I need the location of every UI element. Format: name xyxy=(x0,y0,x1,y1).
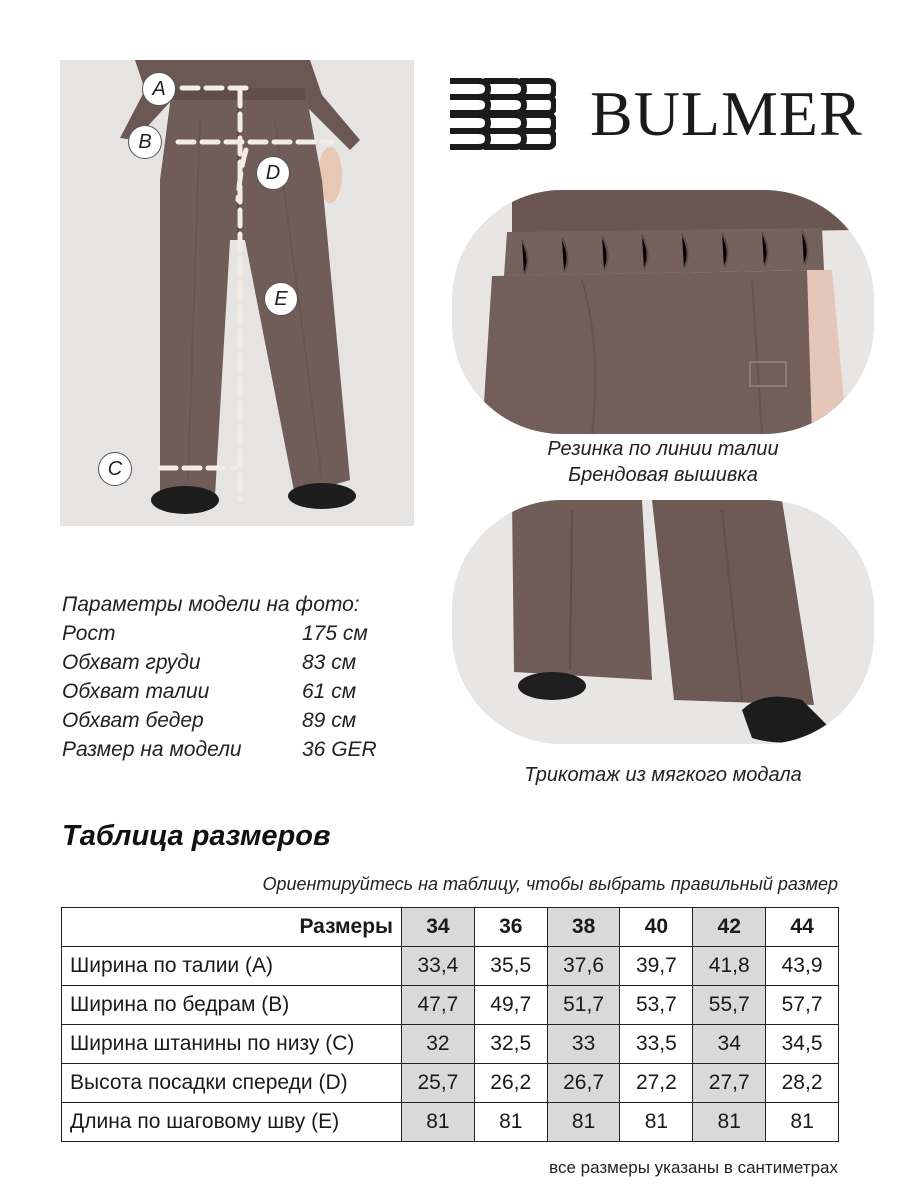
table-header-size: 40 xyxy=(620,908,693,947)
marker-a: A xyxy=(142,72,176,106)
param-row-size xyxy=(62,735,377,764)
table-cell: 43,9 xyxy=(766,947,839,986)
param-row-waist xyxy=(62,677,377,706)
table-cell: 26,2 xyxy=(474,1064,547,1103)
param-label: Обхват бедер xyxy=(62,709,204,732)
param-row-chest xyxy=(62,648,377,677)
detail-photo-fabric xyxy=(452,500,874,744)
table-cell: 41,8 xyxy=(693,947,766,986)
caption-line: Резинка по линии талии xyxy=(547,438,779,460)
table-cell: 81 xyxy=(402,1103,475,1142)
table-cell: 26,7 xyxy=(547,1064,620,1103)
table-header-size: 36 xyxy=(474,908,547,947)
table-cell: 34 xyxy=(693,1025,766,1064)
detail-photo-waistband xyxy=(452,190,874,434)
table-row-label: Длина по шаговому шву (Е) xyxy=(62,1103,402,1142)
model-photo xyxy=(60,60,414,526)
marker-d: D xyxy=(256,156,290,190)
marker-c: C xyxy=(98,452,132,486)
size-table xyxy=(61,907,839,1142)
table-cell: 81 xyxy=(693,1103,766,1142)
param-label: Размер на модели xyxy=(62,738,242,761)
table-row xyxy=(62,947,839,986)
table-row-label: Высота посадки спереди (D) xyxy=(62,1064,402,1103)
table-cell: 37,6 xyxy=(547,947,620,986)
table-cell: 57,7 xyxy=(766,986,839,1025)
model-parameters xyxy=(62,590,377,764)
table-row-label: Ширина штанины по низу (С) xyxy=(62,1025,402,1064)
table-cell: 32 xyxy=(402,1025,475,1064)
waistband-illustration xyxy=(452,190,874,434)
table-header-size: 44 xyxy=(766,908,839,947)
size-table-title: Таблица размеров xyxy=(62,820,331,852)
table-header-label: Размеры xyxy=(62,908,402,947)
table-row xyxy=(62,1025,839,1064)
table-header-size: 42 xyxy=(693,908,766,947)
size-table-footnote: все размеры указаны в сантиметрах xyxy=(549,1158,838,1177)
table-cell: 33 xyxy=(547,1025,620,1064)
param-row-height xyxy=(62,619,377,648)
table-cell: 81 xyxy=(620,1103,693,1142)
table-row xyxy=(62,986,839,1025)
table-cell: 27,7 xyxy=(693,1064,766,1103)
table-row-label: Ширина по талии (А) xyxy=(62,947,402,986)
table-cell: 51,7 xyxy=(547,986,620,1025)
table-cell: 81 xyxy=(766,1103,839,1142)
brand-logo xyxy=(448,75,863,153)
table-cell: 34,5 xyxy=(766,1025,839,1064)
size-table-body xyxy=(62,908,839,1142)
param-value: 89 см xyxy=(302,709,357,732)
param-label: Обхват груди xyxy=(62,651,201,674)
brand-name: BULMER xyxy=(590,78,863,149)
table-cell: 25,7 xyxy=(402,1064,475,1103)
param-value: 61 см xyxy=(302,680,357,703)
table-header-size: 34 xyxy=(402,908,475,947)
param-value: 175 см xyxy=(302,622,368,645)
table-cell: 47,7 xyxy=(402,986,475,1025)
table-header-size: 38 xyxy=(547,908,620,947)
size-table-hint: Ориентируйтесь на таблицу, чтобы выбрать правильный размер xyxy=(262,874,838,894)
table-cell: 39,7 xyxy=(620,947,693,986)
table-cell: 28,2 xyxy=(766,1064,839,1103)
table-cell: 53,7 xyxy=(620,986,693,1025)
table-cell: 27,2 xyxy=(620,1064,693,1103)
table-cell: 81 xyxy=(474,1103,547,1142)
caption-fabric xyxy=(452,762,874,788)
marker-e: E xyxy=(264,282,298,316)
brand-logo-mark-icon xyxy=(448,75,556,153)
table-cell: 35,5 xyxy=(474,947,547,986)
param-label: Рост xyxy=(62,622,116,645)
marker-b: B xyxy=(128,125,162,159)
table-cell: 55,7 xyxy=(693,986,766,1025)
fabric-illustration xyxy=(452,500,874,744)
table-row xyxy=(62,1103,839,1142)
table-cell: 81 xyxy=(547,1103,620,1142)
param-label: Обхват талии xyxy=(62,680,210,703)
table-row xyxy=(62,1064,839,1103)
caption-line: Трикотаж из мягкого модала xyxy=(524,764,802,786)
table-header-row xyxy=(62,908,839,947)
caption-waistband xyxy=(452,436,874,488)
param-value: 36 GER xyxy=(302,738,377,761)
param-row-hips xyxy=(62,706,377,735)
table-cell: 33,5 xyxy=(620,1025,693,1064)
param-value: 83 см xyxy=(302,651,357,674)
table-cell: 49,7 xyxy=(474,986,547,1025)
table-row-label: Ширина по бедрам (В) xyxy=(62,986,402,1025)
table-cell: 32,5 xyxy=(474,1025,547,1064)
caption-line: Брендовая вышивка xyxy=(568,464,758,486)
table-cell: 33,4 xyxy=(402,947,475,986)
model-parameters-title: Параметры модели на фото: xyxy=(62,593,360,616)
